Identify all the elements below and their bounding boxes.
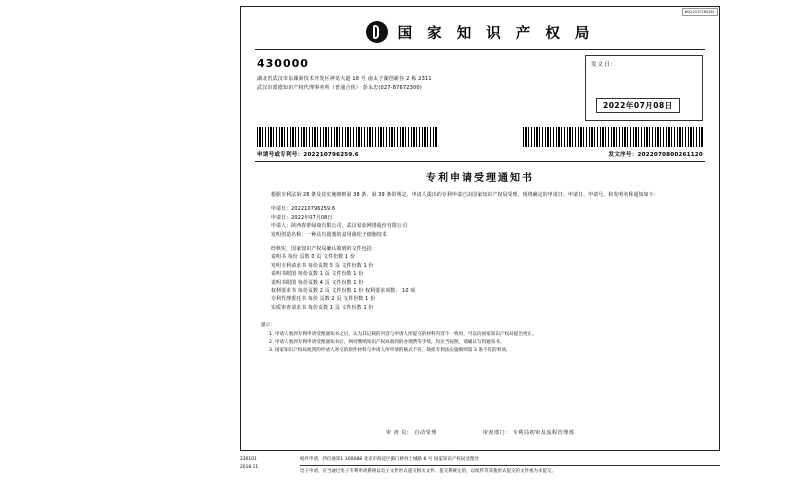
document-item-name: 发明专利请求书 每份页数 5 页 <box>271 262 340 269</box>
application-number <box>257 150 359 158</box>
issue-date-box <box>585 55 703 121</box>
barcode-row <box>257 127 703 147</box>
document-item-name: 实质审查请求书 每份页数 1 页 <box>271 304 340 311</box>
serial-number <box>609 150 703 158</box>
document-title: 专利申请受理通知书 <box>426 173 534 184</box>
address-line-1: 湖北省武汉市东湖新技术开发区神龙大道 18 号 南太子湖创新谷 2 栋 2311 <box>257 76 432 82</box>
field-label: 申请人： <box>271 223 292 230</box>
document-body <box>261 191 699 312</box>
address-line-2: 武汉市派德知识产权代理事务所（普通合伙） 彭永忠(027-87672300) <box>257 85 422 91</box>
footer-form-date: 2018.11 <box>240 464 259 470</box>
field-row <box>261 205 699 213</box>
corner-code: WX22070780261 <box>682 8 718 16</box>
footer-note-1: 纸件申请，四位通知1 100088 北京市海淀区蓟门桥西土城路 6 号 国家知识产权局受理处 <box>300 457 479 462</box>
reviewer-field <box>386 429 437 436</box>
field-value: 一种具有圆葱的食用菌松子细胞技术 <box>306 231 387 238</box>
document-item-name: 说明书附图 每份页数 1 页 <box>271 271 330 278</box>
document-item <box>261 262 699 270</box>
field-row <box>261 222 699 230</box>
document-item-detail: 文件份数 1 份 <box>331 271 364 278</box>
paragraph-2: 经核实，国家知识产权局确认收到的文件包括： <box>271 246 377 253</box>
field-value: 陕西春蕾绿康有限公司，武汉易茹网络股份有限公司 <box>291 223 408 230</box>
document-item <box>261 295 699 303</box>
cnipa-emblem-icon <box>366 21 388 43</box>
document-item-name: 权利要求书 每份页数 2 页 <box>271 288 330 295</box>
organization-title: 国 家 知 识 产 权 局 <box>397 25 595 42</box>
footer-form-number: 230101 <box>240 457 257 462</box>
application-number-label: 申请号或专利号： <box>257 152 304 158</box>
notes-block <box>261 322 699 355</box>
document-item-name: 说明书附图 每份页数 4 页 <box>271 279 330 286</box>
field-value: 202210796259.6 <box>291 206 336 213</box>
department-value: 专利局初审及流程管理部 <box>512 430 575 436</box>
application-number-value: 202210796259.6 <box>303 152 359 158</box>
barcode-right <box>523 127 703 147</box>
page-footer <box>240 456 720 475</box>
document-item <box>261 304 699 312</box>
header-divider <box>255 49 705 50</box>
footer-note-2: 电子申请，应当通过电子专利申请系统以电子文件形式递交相关文件。提交系统定的，以纸件等其他形式提交的文件视为未提交。 <box>300 469 556 474</box>
department-field <box>483 429 574 436</box>
serial-number-label: 发文序号： <box>608 152 638 158</box>
document-item-detail: 文件份数 1 份 <box>343 296 376 303</box>
document-item <box>261 270 699 278</box>
notification-sheet <box>240 6 720 451</box>
paragraph-1: 根据专利法第 28 条及其实施细则第 38 条、第 39 条的规定，申请人提出的专利申请已由国家知识产权局受理。现将确定的申请日、申请日、申请号、和发明名称通知如下： <box>271 192 659 198</box>
note-item: 3. 国家知识产权局收到的申请人寄交的原件材料与申请人所申请的格式不符、缺损专利法实施细则第 3 条不符的事项。 <box>269 348 511 354</box>
signature-row <box>241 429 719 436</box>
document-item <box>261 253 699 261</box>
document-item-detail: 文件份数 1 份 <box>331 279 364 286</box>
field-label: 申请日： <box>271 214 292 221</box>
document-item-detail: 文件份数 1 份 <box>341 304 374 311</box>
document-item-name: 说明书 每份 页数 0 页 <box>271 254 322 261</box>
field-value: 2022年07月08日 <box>291 214 333 221</box>
document-item <box>261 279 699 287</box>
document-item <box>261 287 699 295</box>
postal-code: 430000 <box>257 57 309 70</box>
document-item-name: 专利代理委托书 每份 页数 2 页 <box>271 296 342 303</box>
issue-date-label: 发文日： <box>591 62 618 68</box>
field-label: 申请日： <box>271 206 292 213</box>
footer-divider <box>300 465 720 466</box>
numbers-divider <box>255 161 705 162</box>
field-row <box>261 214 699 222</box>
barcode-left <box>257 127 437 147</box>
document-header <box>241 21 719 43</box>
numbers-row <box>257 150 703 158</box>
address-block <box>257 57 703 119</box>
reviewer-value: 自动受理 <box>414 430 437 436</box>
reviewer-label: 审 查 员： <box>385 430 413 436</box>
document-item-detail: 文件份数 1 份 权利要求项数： 10 项 <box>331 288 416 295</box>
serial-number-value: 2022070800261120 <box>637 152 703 158</box>
field-label: 发明创造名称： <box>271 231 307 238</box>
document-item-detail: 文件份数 1 份 <box>341 262 374 269</box>
department-label: 审查部门： <box>482 430 511 436</box>
field-row <box>261 231 699 239</box>
issue-date-value: 2022年07月08日 <box>596 98 680 113</box>
document-item-detail: 文件份数 1 份 <box>323 254 355 261</box>
note-item: 2. 申请人收到专利申请受理通知书后，两份缴纳知识产权局收到的办理费等手续，均应当按照、请确认写用通知书。 <box>269 340 505 346</box>
notes-heading: 提示： <box>261 323 275 329</box>
note-item: 1. 申请人收到专利申请受理通知书之后，认为其记载的内容与申请人所提交的材料内容不一致时，可以向国家知识产权局提出更正。 <box>269 332 537 338</box>
